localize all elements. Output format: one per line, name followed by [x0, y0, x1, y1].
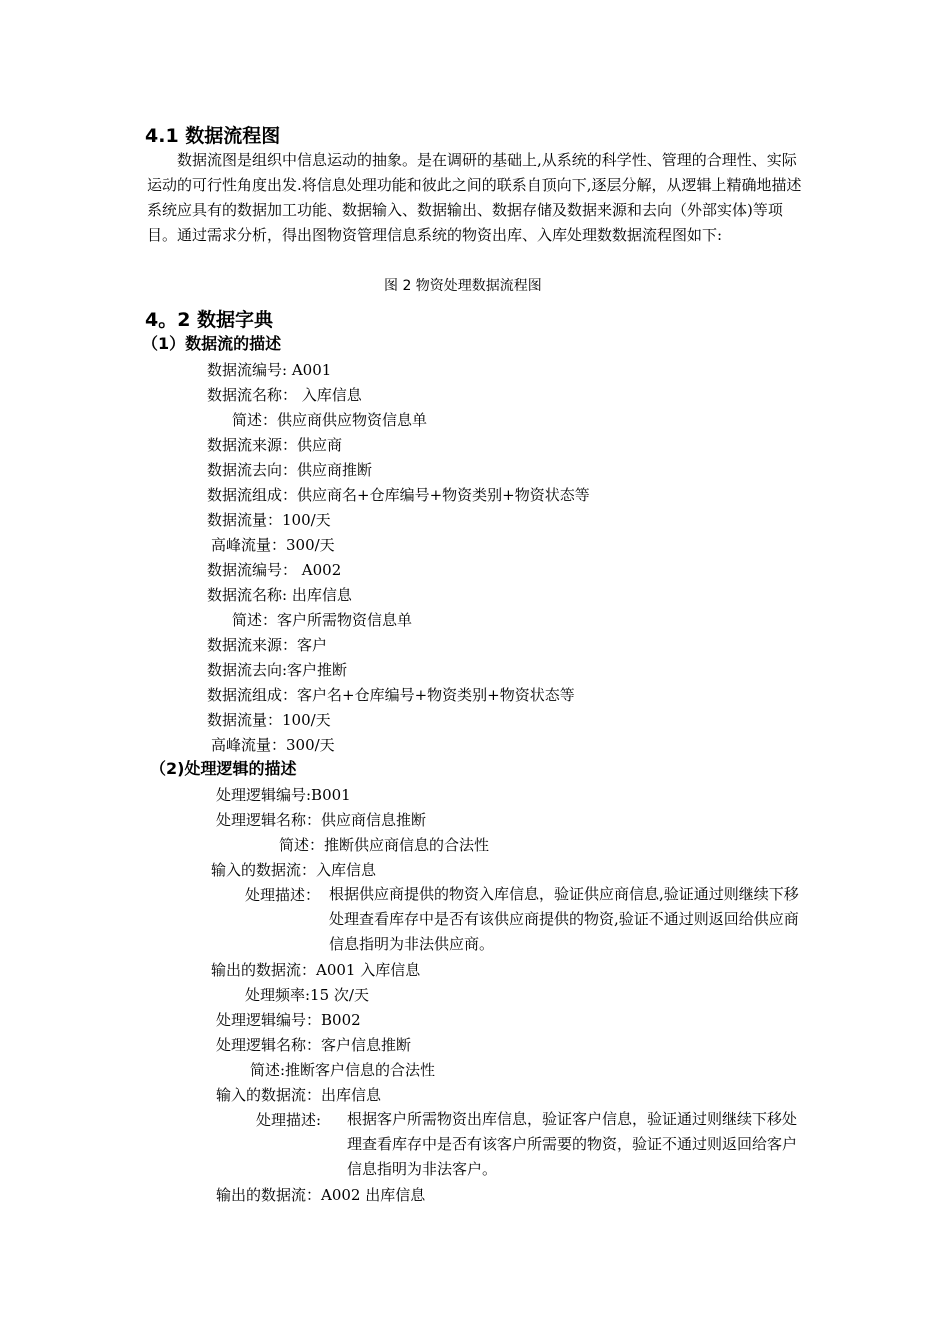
flow-a002-volume: 数据流量：100/天	[207, 711, 331, 729]
subheading-process-logic: （2)处理逻辑的描述	[150, 759, 297, 778]
logic-b001-desc-text: 根据供应商提供的物资入库信息，验证供应商信息,验证通过则继续下移处理查看库存中是否有该供应商提供的物资,验证不通过则返回给供应商信息指明为非法供应商。	[329, 885, 799, 953]
flow-a001-id: 数据流编号: A001	[207, 361, 332, 379]
logic-b001-desc-label: 处理描述：	[245, 886, 321, 904]
logic-b001-summary: 简述：推断供应商信息的合法性	[279, 836, 490, 854]
subheading-data-flow: （1）数据流的描述	[142, 334, 282, 353]
logic-b001-frequency: 处理频率:15 次/天	[245, 986, 369, 1004]
flow-a002-source: 数据流来源：客户	[207, 636, 328, 654]
logic-b002-summary: 简述:推断客户信息的合法性	[250, 1061, 436, 1079]
logic-b002-input: 输入的数据流：出库信息	[216, 1086, 382, 1104]
logic-b002-id: 处理逻辑编号：B002	[216, 1011, 361, 1029]
flow-a002-id: 数据流编号： A002	[207, 561, 342, 579]
flow-a001-name: 数据流名称： 入库信息	[207, 386, 362, 404]
flow-a001-composition: 数据流组成：供应商名+仓库编号+物资类别+物资状态等	[207, 486, 590, 504]
logic-b001-output: 输出的数据流：A001 入库信息	[211, 961, 421, 979]
flow-a002-composition: 数据流组成：客户名+仓库编号+物资类别+物资状态等	[207, 686, 575, 704]
figure-caption: 图 2 物资处理数据流程图	[384, 278, 542, 294]
flow-a001-peak: 高峰流量：300/天	[211, 536, 335, 554]
logic-b002-name: 处理逻辑名称：客户信息推断	[216, 1036, 412, 1054]
logic-b002-output: 输出的数据流：A002 出库信息	[216, 1186, 426, 1204]
flow-a002-peak: 高峰流量：300/天	[211, 736, 335, 754]
flow-a002-name: 数据流名称: 出库信息	[207, 586, 352, 604]
logic-b001-name: 处理逻辑名称：供应商信息推断	[216, 811, 427, 829]
flow-a001-summary: 简述：供应商供应物资信息单	[232, 411, 428, 429]
logic-b001-input: 输入的数据流：入库信息	[211, 861, 377, 879]
flow-a001-volume: 数据流量：100/天	[207, 511, 331, 529]
flow-a001-source: 数据流来源：供应商	[207, 436, 343, 454]
intro-paragraph: 数据流图是组织中信息运动的抽象。是在调研的基础上,从系统的科学性、管理的合理性、实际运动的可行性角度出发.将信息处理功能和彼此之间的联系自顶向下,逐层分解，从逻辑上精确地描述系统应具有的数据加工功能、数据输入、数据输出、数据存储及数据来源和去向（外部实体)等项目。通过需求分析，得出图物资管理信息系统的物资出库、入库处理数数据流程图如下:	[147, 151, 802, 244]
logic-b002-desc-text: 根据客户所需物资出库信息，验证客户信息，验证通过则继续下移处理查看库存中是否有该客户所需要的物资，验证不通过则返回给客户信息指明为非法客户。	[347, 1110, 798, 1178]
flow-a001-dest: 数据流去向：供应商推断	[207, 461, 373, 479]
logic-b001-id: 处理逻辑编号:B001	[216, 786, 351, 804]
flow-a002-dest: 数据流去向:客户推断	[207, 661, 348, 679]
section-heading-4-1: 4.1 数据流程图	[145, 125, 281, 147]
flow-a002-summary: 简述：客户所需物资信息单	[232, 611, 413, 629]
logic-b002-desc-label: 处理描述:	[256, 1111, 322, 1129]
section-heading-4-2: 4。2 数据字典	[145, 309, 274, 331]
